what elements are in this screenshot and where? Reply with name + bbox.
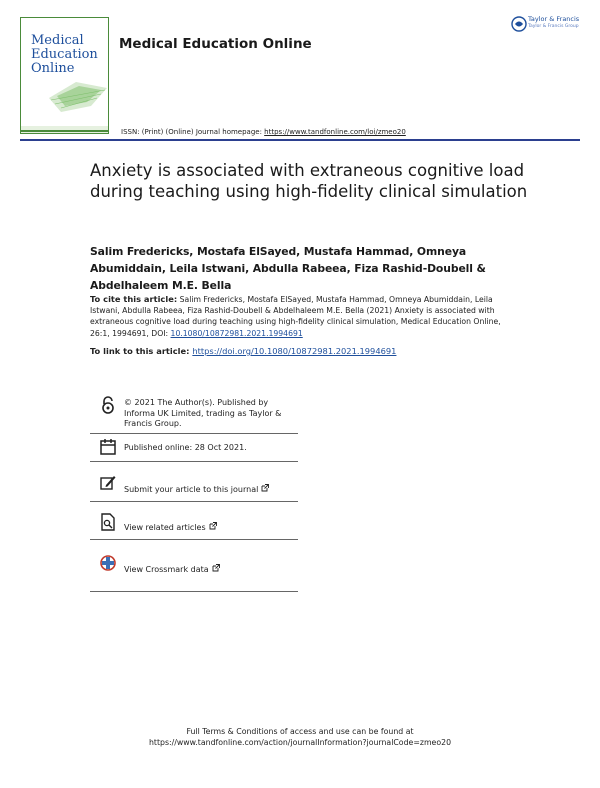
published-date: Published online: 28 Oct 2021. xyxy=(124,443,247,452)
document-icon xyxy=(100,513,116,531)
article-link xyxy=(90,346,396,356)
open-access-icon xyxy=(100,396,116,414)
related-row[interactable] xyxy=(90,502,298,540)
citation xyxy=(90,294,522,339)
submit-row[interactable] xyxy=(90,462,298,502)
citation-label: To cite this article: xyxy=(90,294,178,304)
journal-homepage-link[interactable]: https://www.tandfonline.com/loi/zmeo20 xyxy=(264,128,406,136)
edit-icon xyxy=(100,474,116,492)
article-link-label: To link to this article: xyxy=(90,346,193,356)
journal-name[interactable]: Medical Education Online xyxy=(119,36,312,52)
external-link-icon xyxy=(261,484,269,492)
crossmark-row[interactable] xyxy=(90,540,298,592)
crossmark-link[interactable]: View Crossmark data xyxy=(124,564,298,576)
article-authors: Salim Fredericks, Mostafa ElSayed, Mustafa Hammad, Omneya Abumiddain, Leila Istwani, Abdulla Rabeea, Fiza Rashid-Doubell & Abdelhaleem M.E. Bella xyxy=(90,245,486,292)
journal-cover xyxy=(20,17,109,134)
footer xyxy=(0,726,600,748)
footer-line1: Full Terms & Conditions of access and use can be found at xyxy=(186,727,414,736)
article-title: Anxiety is associated with extraneous cognitive load during teaching using high-fidelity clinical simulation xyxy=(90,161,528,201)
submit-article-link[interactable]: Submit your article to this journal xyxy=(124,484,298,496)
copyright-text: © 2021 The Author(s). Published by Informa UK Limited, trading as Taylor & Francis Group. xyxy=(124,398,282,428)
published-row xyxy=(90,434,298,462)
external-link-icon xyxy=(212,564,220,572)
citation-text: Salim Fredericks, Mostafa ElSayed, Mustafa Hammad, Omneya Abumiddain, Leila Istwani, Abdulla Rabeea, Fiza Rashid-Doubell & Abdelhaleem M.E. Bella (2021) Anxiety is associated with extraneous cognitive load during teaching using high-fidelity clinical simulation, Medical Education Online, 26:1, 1994691, DOI: xyxy=(90,295,501,338)
article-doi-url[interactable]: https://doi.org/10.1080/10872981.2021.1994691 xyxy=(192,346,397,356)
open-access-row xyxy=(90,392,298,434)
header-divider xyxy=(20,139,580,141)
issn-line: ISSN: (Print) (Online) Journal homepage: https://www.tandfonline.com/loi/zmeo20 xyxy=(121,128,406,136)
cover-title: Medical Education Online xyxy=(31,33,98,76)
external-link-icon xyxy=(209,522,217,530)
publisher-logo-text: Taylor & Francis Taylor & Francis Group xyxy=(528,15,580,29)
footer-terms-link[interactable]: https://www.tandfonline.com/action/journalInformation?journalCode=zmeo20 xyxy=(148,738,452,747)
doi-link[interactable]: 10.1080/10872981.2021.1994691 xyxy=(170,328,303,338)
related-articles-link[interactable]: View related articles xyxy=(124,522,298,534)
crossmark-icon xyxy=(100,554,116,572)
calendar-icon xyxy=(100,438,116,456)
